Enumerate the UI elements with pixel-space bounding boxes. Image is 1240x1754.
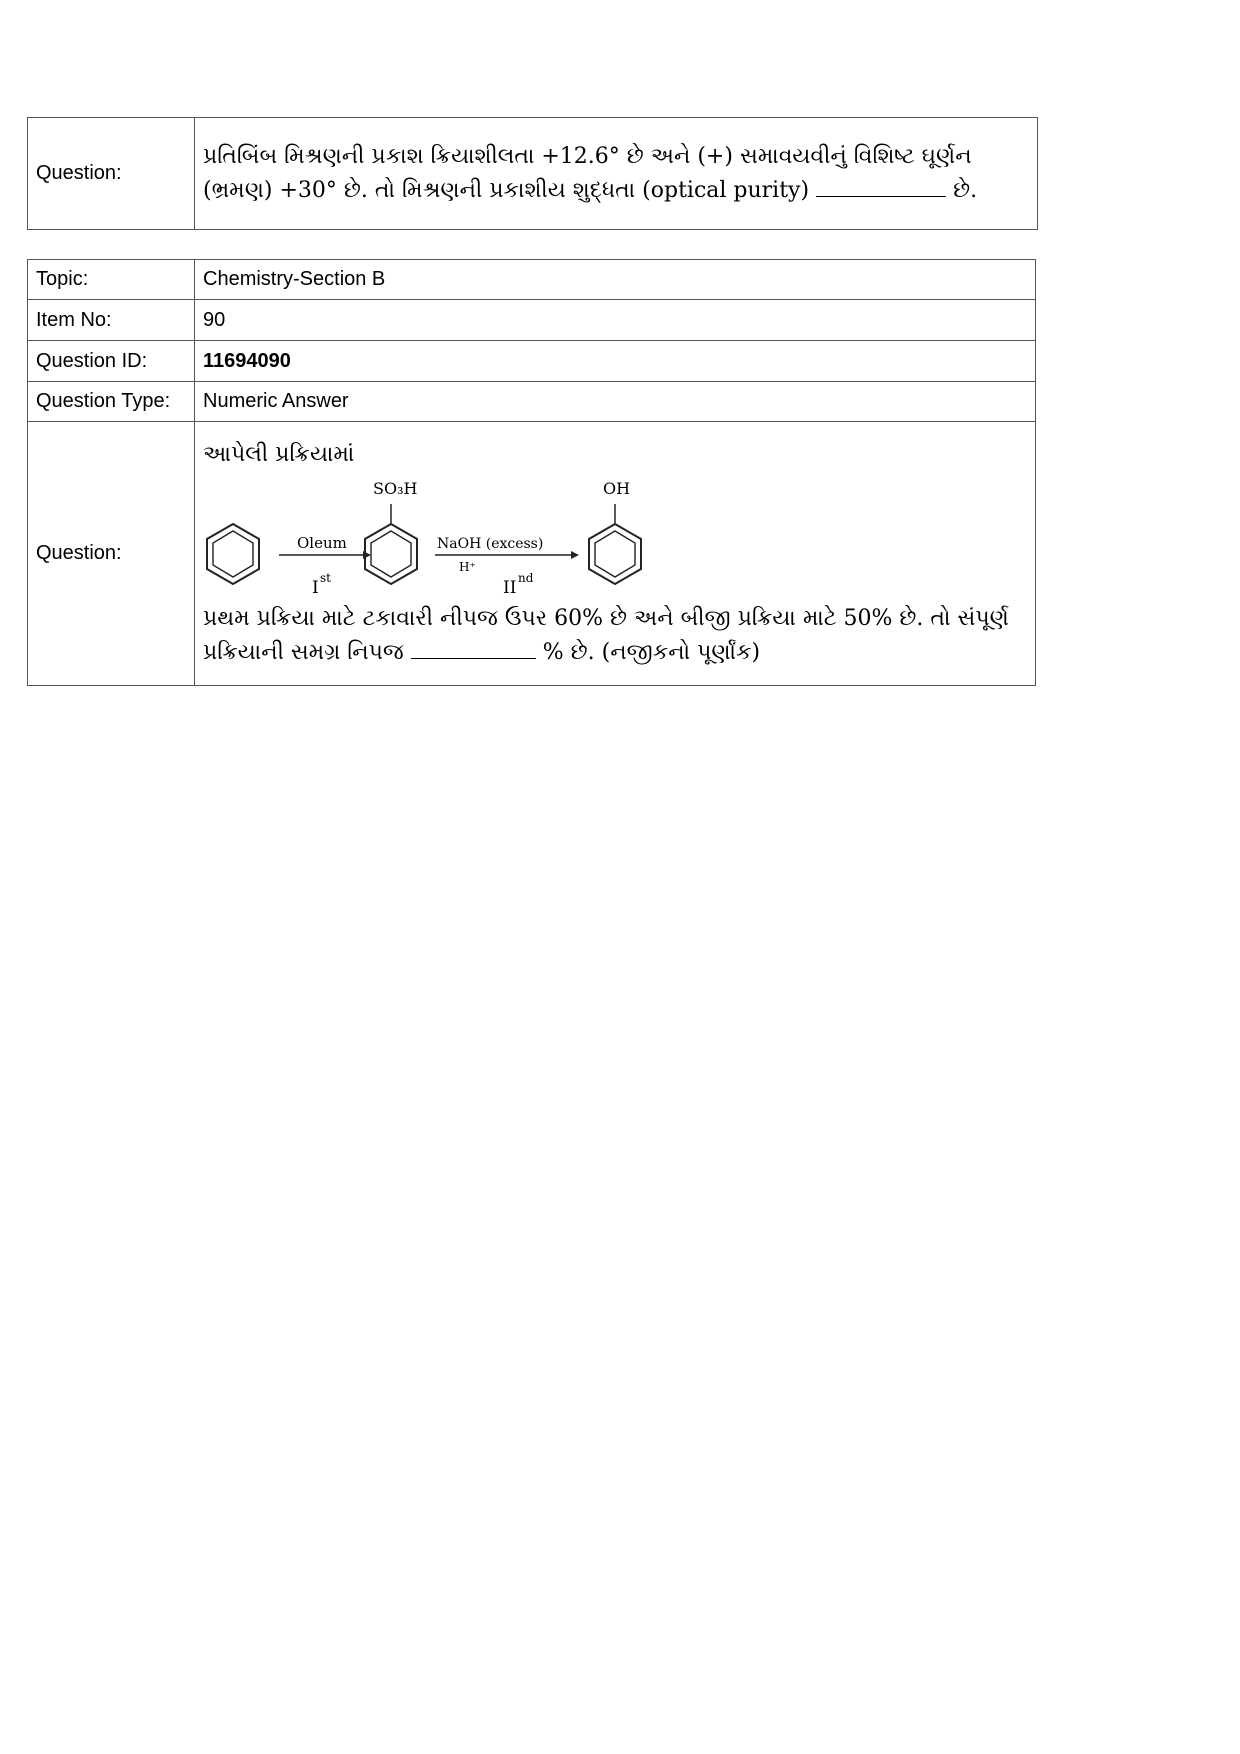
question-text-part2: % છે. (નજીકનો પૂર્ણાંક) [542, 639, 761, 665]
question-type-value: Numeric Answer [195, 382, 1036, 422]
sulfonic-acid-group: SO₃H [373, 478, 418, 498]
previous-question-text-part1: પ્રતિબિંબ મિશ્રણની પ્રકાશ ક્રિયાશીલતા +12.6° છે અને (+) સમાવયવીનું વિશિષ્ટ ઘૂર્ણન (ભ્રમણ) +30° છે. તો મિશ્રણની પ્રકાશીય શુદ્ધતા (optical purity) [203, 143, 972, 203]
item-no-value: 90 [195, 300, 1036, 341]
step-label-2-sup: nd [518, 570, 534, 585]
answer-blank [411, 638, 536, 659]
question-text-part1: પ્રથમ પ્રક્રિયા માટે ટકાવારી નીપજ ઉપર 60% છે અને બીજી પ્રક્રિયા માટે 50% છે. તો સંપૂર્ણ પ્રક્રિયાની સમગ્ર નિપજ [203, 605, 1009, 665]
table-row-question [28, 422, 1036, 686]
previous-question-table [27, 117, 1038, 230]
benzene-ring-3 [589, 504, 641, 584]
reagent-oleum: Oleum [297, 533, 347, 552]
reagent-naoh: NaOH (excess) [437, 535, 544, 552]
table-row-question-id [28, 341, 1036, 382]
question-id-label: Question ID: [28, 341, 195, 382]
previous-question-label: Question: [28, 118, 195, 230]
table-row-topic [28, 260, 1036, 300]
reaction-scheme [203, 472, 663, 602]
step-label-2: II [503, 577, 517, 598]
reaction-arrow-1 [279, 551, 371, 559]
benzene-ring-1 [207, 524, 259, 584]
topic-value: Chemistry-Section B [195, 260, 1036, 300]
reagent-acid: H⁺ [459, 559, 476, 574]
question-meta-table [27, 259, 1036, 686]
previous-question-content [195, 118, 1038, 230]
table-row-question-type [28, 382, 1036, 422]
answer-blank [816, 176, 946, 197]
question-label: Question: [28, 422, 195, 686]
question-text [203, 602, 1027, 670]
previous-question-text-part2: છે. [953, 177, 978, 203]
hydroxyl-group: OH [603, 478, 631, 498]
question-intro: આપેલી પ્રક્રિયામાં [203, 441, 355, 467]
reaction-arrow-2 [435, 551, 579, 559]
step-label-1-sup: st [320, 570, 331, 585]
table-row-item-no [28, 300, 1036, 341]
question-id-value: 11694090 [195, 341, 1036, 382]
item-no-label: Item No: [28, 300, 195, 341]
topic-label: Topic: [28, 260, 195, 300]
previous-question-text [203, 140, 1029, 208]
benzene-ring-2 [365, 504, 417, 584]
question-content [195, 422, 1036, 686]
step-label-1: I [312, 577, 319, 598]
question-type-label: Question Type: [28, 382, 195, 422]
